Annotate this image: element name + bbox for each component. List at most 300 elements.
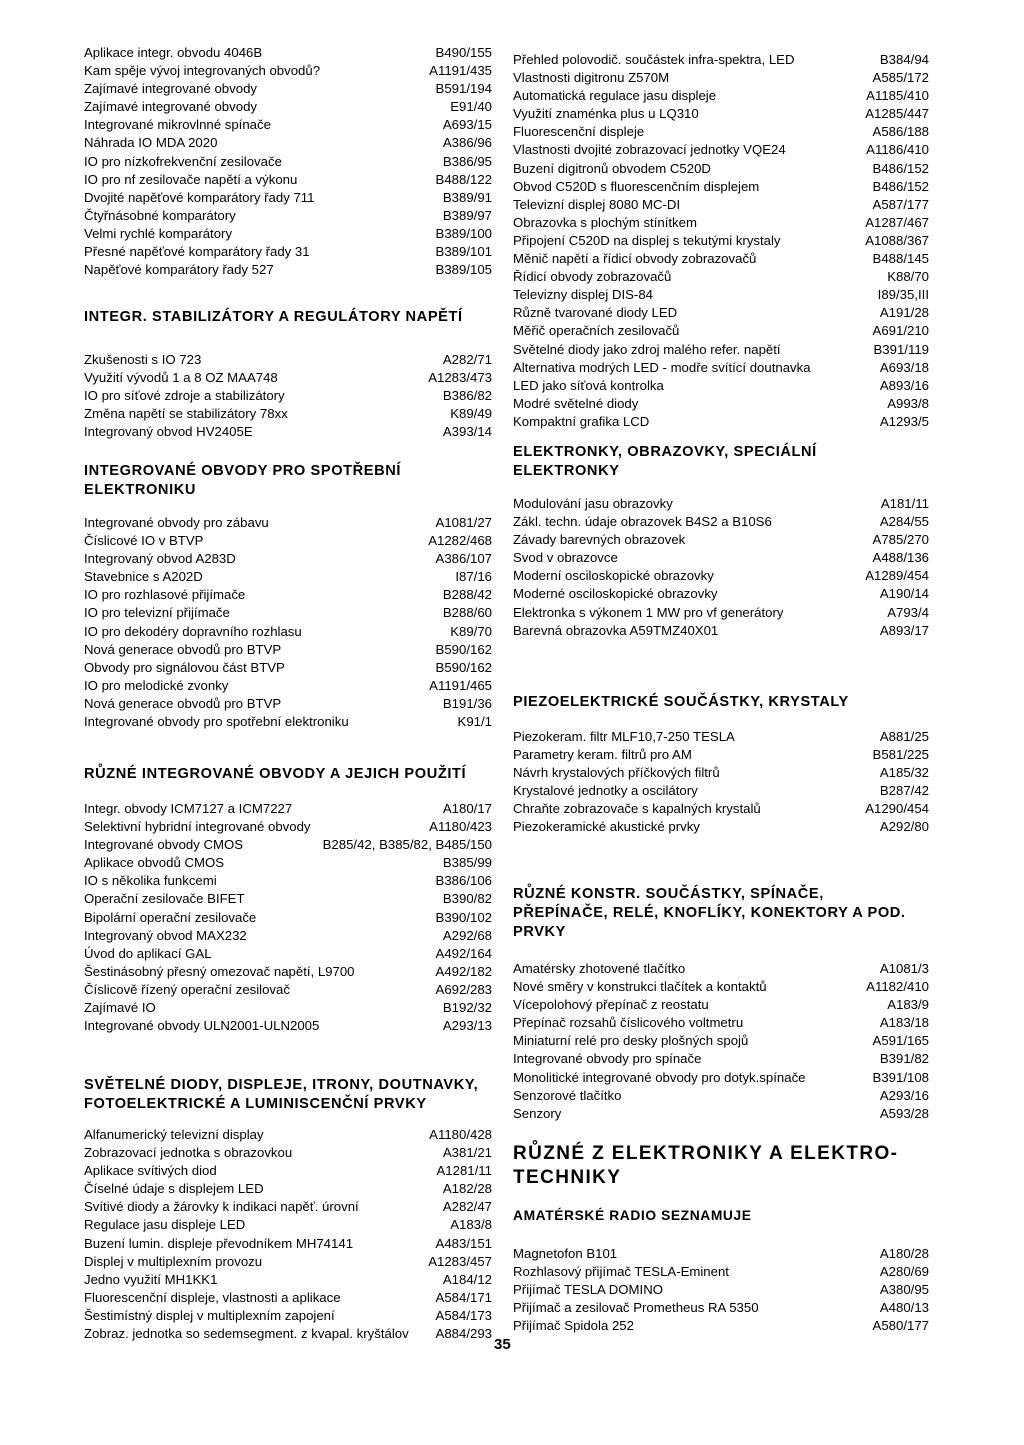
entry-title: Integrovaný obvod MAX232 [84,927,247,943]
entry-reference: A480/13 [879,1300,929,1316]
index-entry [84,1271,492,1289]
entry-title: IO pro síťové zdroje a stabilizátory [84,388,285,404]
entry-title: Přepínač rozsahů číslicového voltmetru [513,1015,744,1031]
entry-reference: B386/95 [442,153,492,169]
index-entry [84,623,492,641]
entry-title: Integrovaný obvod HV2405E [84,424,253,440]
entry-reference: A488/136 [872,550,929,566]
entry-title: Alfanumerický televizní display [84,1127,264,1142]
entry-title: Měřič operačních zesilovačů [513,323,680,339]
index-entry [513,1299,929,1317]
section-heading: INTEGR. STABILIZÁTORY A REGULÁTORY NAPĚTÍ [84,309,463,325]
entry-title: Senzory [513,1105,562,1121]
entry-reference: A386/107 [435,551,492,567]
index-entry [513,604,929,622]
entry-reference: A1186/410 [866,142,929,158]
entry-title: Čtyřnásobné komparátory [84,207,236,223]
index-entry [513,1087,929,1105]
index-entry [513,1317,929,1335]
entry-reference: A1088/367 [865,232,929,248]
entry-reference: A1281/11 [436,1163,492,1179]
index-entry [84,695,492,713]
entry-reference: K89/49 [450,406,492,422]
entry-reference: B191/36 [442,695,492,711]
entry-reference: B391/108 [872,1069,929,1085]
entry-reference: A893/17 [879,622,929,638]
entry-title: Přehled polovodič. součástek infra-spektra, LED [513,52,795,67]
index-entry [84,62,492,80]
entry-reference: A692/283 [435,981,492,997]
index-entry [513,196,929,214]
entry-reference: B488/122 [435,171,492,187]
entry-reference: B390/82 [442,891,492,907]
index-entry [513,960,929,978]
entry-reference: A180/28 [879,1246,929,1261]
entry-reference: I87/16 [455,569,492,585]
index-entry [84,134,492,152]
index-entry [84,1253,492,1271]
entry-title: Přijímač Spidola 252 [513,1318,634,1334]
entry-reference: I89/35,III [877,287,929,303]
entry-title: Vlastnosti digitronu Z570M [513,70,670,86]
entry-reference: A691/210 [872,323,929,339]
entry-reference: A593/28 [879,1105,929,1121]
entry-title: Zkušenosti s IO 723 [84,352,202,367]
entry-title: Šestinásobný přesný omezovač napětí, L9700 [84,963,355,979]
entry-reference: A1180/428 [429,1127,492,1142]
index-entry [84,1144,492,1162]
entry-title: LED jako síťová kontrolka [513,377,664,393]
entry-reference: A184/12 [442,1271,492,1287]
right-list-displays [513,51,929,431]
entry-title: Krystalové jednotky a oscilátory [513,783,698,799]
entry-title: IO pro nf zesilovače napětí a výkonu [84,171,298,187]
entry-reference: A584/171 [435,1289,492,1305]
entry-reference: A380/95 [879,1282,929,1298]
right-section-piezo [513,693,929,837]
entry-title: Integr. obvody ICM7127 a ICM7227 [84,801,293,816]
entry-reference: A293/13 [442,1018,492,1034]
index-entry [84,189,492,207]
entry-reference: A585/172 [872,70,929,86]
index-entry [84,514,492,532]
entry-title: IO pro televizní přijímače [84,605,230,621]
index-entry [84,405,492,423]
entry-title: Zajímavé IO [84,1000,156,1016]
entry-reference: B389/97 [442,207,492,223]
entry-reference: A1185/410 [866,88,929,104]
entry-reference: A881/25 [879,729,929,744]
entry-reference: A1290/454 [865,801,929,817]
entry-title: Kompaktní grafika LCD [513,413,650,429]
entry-reference: K88/70 [887,269,929,285]
index-entry [84,659,492,677]
entry-reference: A185/32 [879,765,929,781]
index-entry [513,513,929,531]
entry-title: Využití vývodů 1 a 8 OZ MAA748 [84,370,278,386]
entry-title: IO pro rozhlasové přijímače [84,587,246,603]
entry-reference: B389/91 [442,189,492,205]
entry-title: Nová generace obvodů pro BTVP [84,641,282,657]
entry-title: Modré světelné diody [513,395,639,411]
entry-title: Svod v obrazovce [513,550,618,566]
index-entry [513,69,929,87]
entry-reference: A793/4 [887,604,929,620]
index-entry [84,981,492,999]
index-entry [513,764,929,782]
section-heading: RŮZNÉ KONSTR. SOUČÁSTKY, SPÍNAČE, PŘEPÍNAČE, RELÉ, KNOFLÍKY, KONEKTORY A POD. PRVKY [513,886,906,940]
index-entry [513,51,929,69]
entry-reference: A591/165 [872,1033,929,1049]
entry-title: Regulace jasu displeje LED [84,1217,246,1233]
index-entry [84,1216,492,1234]
entry-reference: A1283/457 [428,1253,492,1269]
index-entry [513,1245,929,1263]
entry-title: Změna napětí se stabilizátory 78xx [84,406,288,422]
entry-reference: A292/68 [442,927,492,943]
index-entry [84,963,492,981]
entry-title: Obvody pro signálovou část BTVP [84,659,285,675]
entry-title: Jedno využití MH1KK1 [84,1271,218,1287]
section-heading: PIEZOELEKTRICKÉ SOUČÁSTKY, KRYSTALY [513,694,849,710]
index-entry [84,586,492,604]
entry-reference: A584/173 [435,1307,492,1323]
entry-title: Amatérsky zhotovené tlačítko [513,961,686,976]
entry-reference: A293/16 [879,1087,929,1103]
entry-title: Automatická regulace jasu displeje [513,88,717,104]
entry-reference: A183/18 [879,1015,929,1031]
index-entry [513,322,929,340]
entry-reference: A284/55 [879,514,929,530]
index-entry [513,549,929,567]
index-entry [513,728,929,746]
entry-title: Fluorescenční displeje [513,124,645,140]
entry-reference: A282/71 [442,352,492,367]
index-entry [84,387,492,405]
entry-reference: E91/40 [450,99,492,115]
left-section-stabilizers [84,308,492,441]
entry-reference: B389/100 [435,225,492,241]
entry-title: Piezokeramické akustické prvky [513,819,700,835]
index-entry [513,286,929,304]
entry-title: Obrazovka s plochým stínítkem [513,214,697,230]
entry-title: IO pro dekodéry dopravního rozhlasu [84,623,302,639]
entry-reference: A993/8 [887,395,929,411]
index-entry [513,105,929,123]
index-entry [84,890,492,908]
entry-title: Napěťové komparátory řady 527 [84,262,274,278]
entry-reference: A884/293 [435,1326,492,1342]
right-section-misc [513,1142,929,1335]
entry-reference: A1287/467 [865,214,929,230]
entry-reference: A1293/5 [879,413,929,429]
index-entry [84,171,492,189]
index-entry [513,978,929,996]
entry-reference: A1191/465 [429,677,492,693]
index-entry [84,351,492,369]
entry-title: Svítivé diody a žárovky k indikaci napěť. úrovní [84,1199,359,1215]
entry-title: Zobraz. jednotka so sedemsegment. z kvapal. kryštálov [84,1326,409,1342]
index-entry [84,909,492,927]
index-entry [513,495,929,513]
entry-reference: B192/32 [442,1000,492,1016]
index-entry [513,746,929,764]
entry-title: Alternativa modrých LED - modře svítící doutnavka [513,359,811,375]
entry-reference: A183/8 [450,1217,492,1233]
entry-title: Zajímavé integrované obvody [84,99,258,115]
index-entry [513,1014,929,1032]
entry-reference: B288/60 [442,605,492,621]
index-entry [513,359,929,377]
index-entry [513,341,929,359]
entry-title: Úvod do aplikací GAL [84,945,212,961]
entry-reference: A580/177 [872,1318,929,1334]
index-entry [84,532,492,550]
entry-title: Integrovaný obvod A283D [84,551,236,567]
section-heading: INTEGROVANÉ OBVODY PRO SPOTŘEBNÍ ELEKTRONIKU [84,463,402,498]
entry-reference: A893/16 [879,377,929,393]
entry-reference: A1182/410 [866,979,929,995]
index-entry [513,567,929,585]
entry-reference: B488/145 [872,251,929,267]
entry-reference: K91/1 [457,714,492,730]
entry-title: Závady barevných obrazovek [513,532,686,548]
left-section-leds-displays [84,1076,492,1343]
index-entry [84,568,492,586]
entry-title: Řídicí obvody zobrazovačů [513,269,672,285]
entry-reference: A1282/468 [428,533,492,549]
index-entry [84,641,492,659]
index-entry [84,1307,492,1325]
index-entry [84,225,492,243]
entry-title: Náhrada IO MDA 2020 [84,135,218,151]
entry-reference: A1081/27 [435,515,492,530]
entry-reference: A1289/454 [865,568,929,584]
entry-reference: B591/194 [435,81,492,97]
entry-title: Integrované obvody ULN2001-ULN2005 [84,1018,320,1034]
entry-title: Světelné diody jako zdroj malého refer. napětí [513,341,781,357]
index-entry [84,604,492,622]
index-entry [84,1180,492,1198]
entry-reference: B386/106 [435,873,492,889]
index-entry [84,369,492,387]
section-subheading: AMATÉRSKÉ RADIO SEZNAMUJE [513,1208,752,1223]
entry-title: Selektivní hybridní integrované obvody [84,819,311,835]
entry-reference: A180/17 [442,801,492,816]
entry-reference: B391/82 [879,1051,929,1067]
entry-title: Rozhlasový přijímač TESLA-Eminent [513,1264,729,1280]
index-entry [84,550,492,568]
index-entry [84,945,492,963]
entry-reference: A693/18 [879,359,929,375]
index-entry [513,585,929,603]
entry-title: Číslicově řízený operační zesilovač [84,981,290,997]
index-entry [84,818,492,836]
entry-reference: A1180/423 [429,819,492,835]
index-entry [513,818,929,836]
index-entry [84,1017,492,1035]
entry-reference: A785/270 [872,532,929,548]
entry-reference: A183/9 [887,997,929,1013]
entry-title: Barevná obrazovka A59TMZ40X01 [513,622,719,638]
entry-title: Vlastnosti dvojité zobrazovací jednotky VQE24 [513,142,786,158]
entry-reference: A586/188 [872,124,929,140]
index-entry [84,44,492,62]
entry-reference: B590/162 [435,659,492,675]
entry-reference: A381/21 [442,1145,492,1161]
entry-title: Televizní displej 8080 MC-DI [513,196,681,212]
index-entry [84,1162,492,1180]
index-entry [84,423,492,441]
index-entry [513,178,929,196]
entry-reference: K89/70 [450,623,492,639]
section-heading: SVĚTELNÉ DIODY, DISPLEJE, ITRONY, DOUTNAVKY, FOTOELEKTRICKÉ A LUMINISCENČNÍ PRVKY [84,1077,479,1112]
index-entry [513,1281,929,1299]
entry-title: Integrované obvody pro spotřební elektroniku [84,714,349,730]
entry-title: Připojení C520D na displej s tekutými krystaly [513,232,781,248]
entry-reference: B490/155 [435,45,492,60]
entry-title: Integrované obvody pro zábavu [84,515,269,530]
index-entry [513,531,929,549]
entry-reference: A483/151 [435,1235,492,1251]
index-entry [84,98,492,116]
index-entry [513,1032,929,1050]
index-entry [513,141,929,159]
entry-reference: B285/42, B385/82, B485/150 [322,837,492,853]
entry-reference: B486/152 [872,178,929,194]
index-entry [84,1325,492,1343]
entry-title: Číselné údaje s displejem LED [84,1181,264,1197]
entry-title: Různě tvarované diody LED [513,305,678,321]
entry-title: Televizny displej DIS-84 [513,287,653,303]
entry-title: Přijímač a zesilovač Prometheus RA 5350 [513,1300,759,1316]
entry-reference: A1081/3 [879,961,929,976]
index-entry [513,622,929,640]
index-entry [513,304,929,322]
index-entry [84,999,492,1017]
index-entry [84,1198,492,1216]
entry-title: Dvojité napěťové komparátory řady 711 [84,189,315,205]
index-entry [84,80,492,98]
index-entry [84,927,492,945]
entry-title: Využití znaménka plus u LQ310 [513,106,699,122]
index-entry [84,800,492,818]
entry-title: Velmi rychlé komparátory [84,225,233,241]
entry-reference: B581/225 [872,747,929,763]
index-entry [513,1050,929,1068]
entry-title: IO s několika funkcemi [84,873,217,889]
section-heading: ELEKTRONKY, OBRAZOVKY, SPECIÁLNÍ ELEKTRONKY [513,444,817,479]
page-number: 35 [494,1336,511,1353]
entry-title: Číslicové IO v BTVP [84,533,204,549]
entry-title: Parametry keram. filtrů pro AM [513,747,692,763]
index-entry [513,268,929,286]
entry-reference: A190/14 [879,586,929,602]
index-entry [513,250,929,268]
left-list-comparators [84,44,492,279]
index-entry [84,872,492,890]
index-entry [513,782,929,800]
index-entry [513,1263,929,1281]
entry-title: Zobrazovací jednotka s obrazovkou [84,1145,293,1161]
entry-title: Senzorové tlačítko [513,1087,622,1103]
entry-reference: A693/15 [442,117,492,133]
index-entry [513,87,929,105]
entry-title: Monolitické integrované obvody pro dotyk.spínače [513,1069,806,1085]
entry-title: Obvod C520D s fluorescenčním displejem [513,178,760,194]
index-entry [513,123,929,141]
index-entry [84,243,492,261]
entry-reference: B384/94 [879,52,929,67]
entry-title: Integrované obvody CMOS [84,837,244,853]
index-entry [84,836,492,854]
index-entry [84,1126,492,1144]
index-entry [84,1289,492,1307]
entry-reference: B385/99 [442,855,492,871]
entry-title: Kam spěje vývoj integrovaných obvodů? [84,63,321,79]
index-entry [513,1105,929,1123]
index-entry [513,214,929,232]
index-entry [84,1235,492,1253]
index-entry [513,160,929,178]
entry-title: Návrh krystalových příčkových filtrů [513,765,720,781]
entry-reference: A1285/447 [865,106,929,122]
entry-title: Přijímač TESLA DOMINO [513,1282,663,1298]
entry-title: Buzení digitronů obvodem C520D [513,160,711,176]
entry-reference: A492/182 [435,963,492,979]
entry-title: Nová generace obvodů pro BTVP [84,695,282,711]
right-section-tubes [513,443,929,640]
entry-reference: B590/162 [435,641,492,657]
entry-reference: B386/82 [442,388,492,404]
index-entry [513,996,929,1014]
entry-reference: B287/42 [879,783,929,799]
entry-title: Měnič napětí a řídicí obvody zobrazovačů [513,251,757,267]
right-section-components [513,885,929,1123]
entry-title: Chraňte zobrazovače s kapalných krystalů [513,801,761,817]
entry-reference: B389/105 [435,262,492,278]
entry-title: Moderní osciloskopické obrazovky [513,568,714,584]
index-entry [513,377,929,395]
entry-reference: A182/28 [442,1181,492,1197]
entry-title: Zajímavé integrované obvody [84,81,258,97]
left-section-consumer-ic [84,462,492,731]
entry-reference: B390/102 [435,909,492,925]
entry-title: Aplikace svítivých diod [84,1163,217,1179]
entry-reference: B389/101 [435,244,492,260]
entry-title: Moderné osciloskopické obrazovky [513,586,718,602]
entry-title: Displej v multiplexním provozu [84,1253,263,1269]
entry-title: Bipolární operační zesilovače [84,909,257,925]
entry-reference: A191/28 [879,305,929,321]
entry-title: Přesné napěťové komparátory řady 31 [84,244,310,260]
entry-title: IO pro nízkofrekvenční zesilovače [84,153,282,169]
entry-title: Buzení lumin. displeje převodníkem MH74141 [84,1235,354,1251]
left-section-various-ic [84,765,492,1035]
entry-title: Elektronka s výkonem 1 MW pro vf generátory [513,604,784,620]
index-entry [513,232,929,250]
entry-title: Stavebnice s A202D [84,569,203,585]
entry-title: Aplikace integr. obvodu 4046B [84,45,263,60]
entry-reference: B486/152 [872,160,929,176]
entry-reference: A1191/435 [429,63,492,79]
entry-title: Miniaturní relé pro desky plošných spojů [513,1033,749,1049]
index-entry [513,413,929,431]
index-entry [84,854,492,872]
index-entry [84,677,492,695]
entry-title: Operační zesilovače BIFET [84,891,245,907]
section-heading: RŮZNÉ INTEGROVANÉ OBVODY A JEJICH POUŽITÍ [84,766,467,782]
